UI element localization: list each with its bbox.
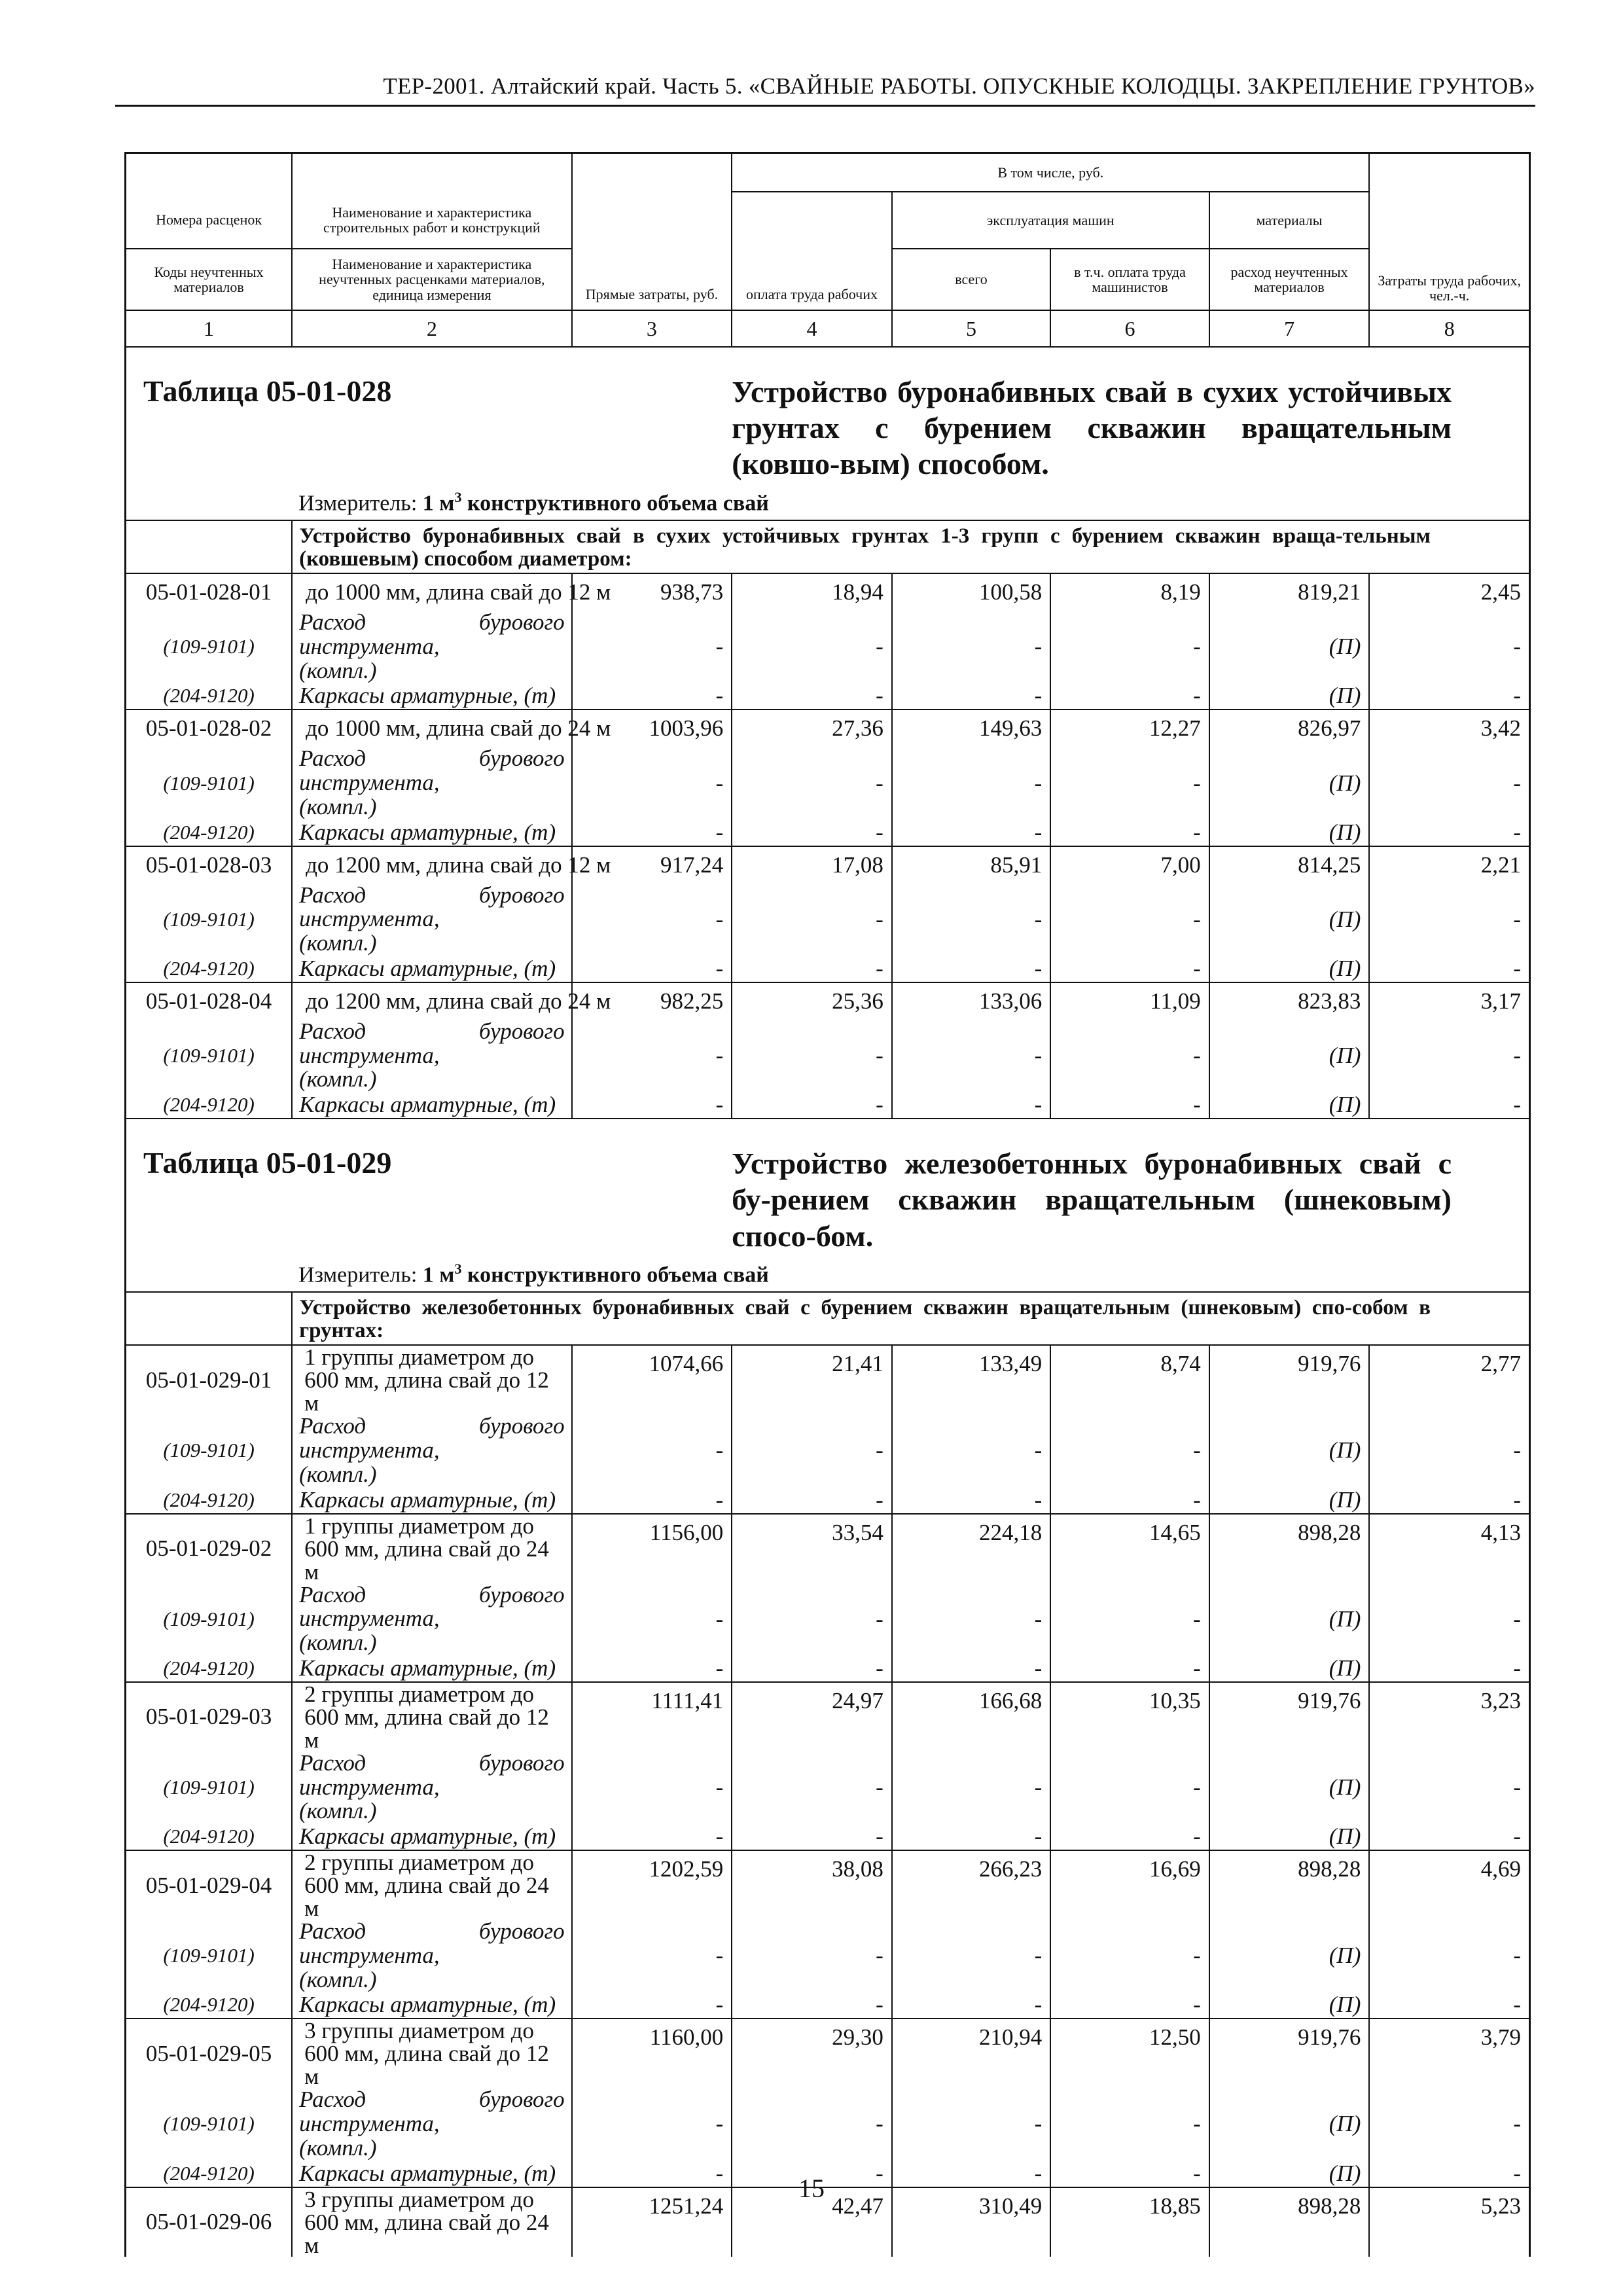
material-code: (109-9101): [163, 1775, 255, 1799]
material-code: (204-9120): [163, 684, 255, 708]
material-row: [126, 1823, 1529, 1850]
table-row: [126, 1514, 1529, 1583]
material-value: -: [892, 956, 1050, 982]
value-v3: 1251,24: [572, 2187, 732, 2257]
material-value: -: [572, 1823, 732, 1850]
material-value: -: [572, 956, 732, 982]
material-row: [126, 1092, 1529, 1119]
col-rate-numbers: Номера расценок: [126, 192, 292, 249]
material-value: -: [1369, 2161, 1529, 2187]
group-heading: Устройство железобетонных буронабивных свай с бурением скважин вращательным (шнековым) спо-собом в грунтах:: [292, 1292, 1529, 1345]
material-value: -: [572, 1092, 732, 1119]
material-value: -: [1369, 1487, 1529, 1514]
col-direct-costs: Прямые затраты, руб.: [572, 154, 732, 310]
value-v5: 100,58: [892, 573, 1050, 611]
material-value: -: [1369, 747, 1529, 819]
material-value: -: [572, 747, 732, 819]
value-v6: 10,35: [1050, 1682, 1209, 1751]
material-value: (П): [1209, 1092, 1370, 1119]
material-value: (П): [1209, 611, 1370, 683]
meter-text: Измеритель: 1 $м^3$ конструктивного объема свай: [292, 1254, 1529, 1292]
material-value: -: [1050, 1487, 1209, 1514]
material-row: [126, 819, 1529, 846]
material-row: [126, 1414, 1529, 1486]
material-value: -: [892, 1823, 1050, 1850]
row-name: 3 группы диаметром до 600 мм, длина свай до 12 м: [292, 2018, 572, 2088]
material-value: (П): [1209, 884, 1370, 956]
material-code: (109-9101): [163, 1044, 255, 1067]
value-v8: 3,42: [1369, 709, 1529, 747]
material-value: -: [892, 747, 1050, 819]
row-name: 2 группы диаметром до 600 мм, длина свай до 12 м: [292, 1682, 572, 1751]
material-code: (109-9101): [163, 635, 255, 658]
table-029-group: [126, 1292, 1529, 1345]
value-v4: 24,97: [732, 1682, 892, 1751]
material-code: (204-9120): [163, 2161, 255, 2185]
material-name: Каркасы арматурные, (т): [292, 819, 572, 846]
material-value: -: [1050, 819, 1209, 846]
value-v3: 982,25: [572, 982, 732, 1020]
material-value: (П): [1209, 1992, 1370, 2018]
rate-code: 05-01-029-04: [126, 1850, 292, 1920]
material-value: -: [892, 683, 1050, 709]
value-v3: 1003,96: [572, 709, 732, 747]
material-value: -: [1369, 884, 1529, 956]
material-code: (109-9101): [163, 907, 255, 931]
col-labor-hours: Затраты труда рабочих, чел.-ч.: [1369, 154, 1529, 310]
rate-code: 05-01-029-06: [126, 2187, 292, 2257]
material-value: (П): [1209, 1823, 1370, 1850]
material-value: -: [732, 1920, 892, 1992]
material-name: Расход бурового инструмента, (компл.): [292, 1583, 572, 1655]
value-v8: 5,23: [1369, 2187, 1529, 2257]
material-row: [126, 1992, 1529, 2018]
material-name: Каркасы арматурные, (т): [292, 1487, 572, 1514]
table-028-label: Таблица 05-01-028: [143, 374, 392, 408]
running-header: [115, 63, 1535, 107]
column-number: 4: [732, 310, 892, 347]
material-value: -: [572, 2088, 732, 2160]
material-value: -: [1369, 819, 1529, 846]
value-v3: 938,73: [572, 573, 732, 611]
material-value: (П): [1209, 1751, 1370, 1823]
material-code: (109-9101): [163, 1944, 255, 1967]
material-row: [126, 683, 1529, 709]
material-value: -: [732, 1992, 892, 2018]
material-value: -: [732, 747, 892, 819]
material-value: -: [1050, 1655, 1209, 1682]
material-row: [126, 956, 1529, 982]
material-value: -: [892, 1751, 1050, 1823]
col-materials: материалы: [1209, 192, 1370, 249]
material-value: -: [1369, 611, 1529, 683]
column-number: 3: [572, 310, 732, 347]
col-machine-wages: в т.ч. оплата труда машинистов: [1050, 249, 1209, 310]
material-value: -: [892, 2161, 1050, 2187]
material-value: -: [1050, 1092, 1209, 1119]
table-029-body: [126, 1345, 1529, 2256]
value-v7: 819,21: [1209, 573, 1370, 611]
material-value: -: [1369, 2088, 1529, 2160]
value-v3: 1074,66: [572, 1345, 732, 1414]
table-row: [126, 709, 1529, 747]
column-number: 1: [126, 310, 292, 347]
material-value: -: [892, 1020, 1050, 1092]
value-v6: 16,69: [1050, 1850, 1209, 1920]
row-name: до 1000 мм, длина свай до 24 м: [292, 709, 572, 747]
material-code: (204-9120): [163, 1656, 255, 1679]
material-value: -: [1369, 1823, 1529, 1850]
material-value: -: [1050, 747, 1209, 819]
material-value: -: [892, 1992, 1050, 2018]
value-v7: 898,28: [1209, 1514, 1370, 1583]
material-value: -: [572, 611, 732, 683]
page-number: 15: [798, 2174, 825, 2203]
material-value: -: [1050, 1823, 1209, 1850]
row-name: до 1200 мм, длина свай до 24 м: [292, 982, 572, 1020]
table-row: [126, 982, 1529, 1020]
material-row: [126, 1655, 1529, 1682]
material-value: -: [1369, 1992, 1529, 2018]
material-value: -: [732, 2088, 892, 2160]
value-v4: 38,08: [732, 1850, 892, 1920]
value-v3: 1160,00: [572, 2018, 732, 2088]
row-name: 2 группы диаметром до 600 мм, длина свай до 24 м: [292, 1850, 572, 1920]
material-name: Расход бурового инструмента, (компл.): [292, 1751, 572, 1823]
column-number: 7: [1209, 310, 1370, 347]
value-v7: 898,28: [1209, 2187, 1370, 2257]
material-value: (П): [1209, 1414, 1370, 1486]
value-v5: 310,49: [892, 2187, 1050, 2257]
value-v5: 85,91: [892, 846, 1050, 884]
material-code: (109-9101): [163, 771, 255, 795]
value-v5: 149,63: [892, 709, 1050, 747]
material-value: -: [1050, 1583, 1209, 1655]
material-value: -: [1050, 956, 1209, 982]
material-value: -: [732, 1583, 892, 1655]
material-value: -: [572, 2161, 732, 2187]
value-v6: 7,00: [1050, 846, 1209, 884]
col-machines: эксплуатация машин: [892, 192, 1209, 249]
header-row-2: [126, 192, 1529, 249]
material-value: -: [572, 1583, 732, 1655]
material-value: -: [892, 1920, 1050, 1992]
col-material-codes: Коды неучтенных материалов: [126, 249, 292, 310]
value-v3: 1111,41: [572, 1682, 732, 1751]
value-v6: 11,09: [1050, 982, 1209, 1020]
value-v3: 1202,59: [572, 1850, 732, 1920]
value-v8: 3,79: [1369, 2018, 1529, 2088]
material-value: -: [572, 1020, 732, 1092]
material-value: -: [732, 2161, 892, 2187]
table-029-label: Таблица 05-01-029: [126, 1119, 732, 1254]
table-row: [126, 1850, 1529, 1920]
table-028-meter: [126, 482, 1529, 520]
material-name: Каркасы арматурные, (т): [292, 1092, 572, 1119]
material-name: Каркасы арматурные, (т): [292, 1992, 572, 2018]
rate-code: 05-01-029-03: [126, 1682, 292, 1751]
material-value: -: [1369, 1583, 1529, 1655]
material-value: (П): [1209, 1020, 1370, 1092]
material-value: -: [892, 2088, 1050, 2160]
material-value: (П): [1209, 1583, 1370, 1655]
material-value: (П): [1209, 819, 1370, 846]
material-value: -: [892, 611, 1050, 683]
price-table: [124, 152, 1531, 2257]
material-value: -: [892, 1655, 1050, 1682]
table-row: [126, 2018, 1529, 2088]
material-row: [126, 1487, 1529, 1514]
material-value: -: [732, 1092, 892, 1119]
material-value: -: [892, 819, 1050, 846]
material-value: -: [1369, 1655, 1529, 1682]
material-value: (П): [1209, 1487, 1370, 1514]
value-v6: 12,27: [1050, 709, 1209, 747]
material-name: Расход бурового инструмента, (компл.): [292, 884, 572, 956]
material-value: -: [1050, 1920, 1209, 1992]
value-v8: 4,69: [1369, 1850, 1529, 1920]
row-name: 1 группы диаметром до 600 мм, длина свай до 24 м: [292, 1514, 572, 1583]
material-value: -: [892, 1583, 1050, 1655]
value-v8: 4,13: [1369, 1514, 1529, 1583]
material-value: -: [572, 1487, 732, 1514]
column-number: 2: [292, 310, 572, 347]
col-machines-total: всего: [892, 249, 1050, 310]
rate-code: 05-01-028-01: [126, 573, 292, 611]
value-v4: 17,08: [732, 846, 892, 884]
material-value: (П): [1209, 1655, 1370, 1682]
material-name: Каркасы арматурные, (т): [292, 1823, 572, 1850]
material-value: -: [572, 819, 732, 846]
value-v4: 42,47: [732, 2187, 892, 2257]
column-number: 6: [1050, 310, 1209, 347]
material-row: [126, 1920, 1529, 1992]
material-value: -: [732, 683, 892, 709]
col-including: В том числе, руб.: [732, 154, 1369, 192]
material-value: (П): [1209, 956, 1370, 982]
row-name: 3 группы диаметром до 600 мм, длина свай до 24 м: [292, 2187, 572, 2257]
value-v6: 8,19: [1050, 573, 1209, 611]
row-name: до 1000 мм, длина свай до 12 м: [292, 573, 572, 611]
value-v8: 3,17: [1369, 982, 1529, 1020]
material-value: -: [572, 884, 732, 956]
value-v8: 2,45: [1369, 573, 1529, 611]
material-value: -: [732, 1751, 892, 1823]
material-value: -: [732, 819, 892, 846]
col-wages: оплата труда рабочих: [732, 192, 892, 310]
material-value: -: [892, 884, 1050, 956]
material-name: Каркасы арматурные, (т): [292, 683, 572, 709]
material-value: -: [572, 1655, 732, 1682]
material-value: -: [1369, 1092, 1529, 1119]
value-v6: 8,74: [1050, 1345, 1209, 1414]
material-value: -: [572, 683, 732, 709]
meter-text: Измеритель: 1 $м^3$ конструктивного объема свай: [292, 482, 1529, 520]
material-row: [126, 884, 1529, 956]
value-v4: 25,36: [732, 982, 892, 1020]
material-value: -: [1369, 683, 1529, 709]
value-v7: 919,76: [1209, 1345, 1370, 1414]
rate-code: 05-01-028-04: [126, 982, 292, 1020]
material-value: -: [1050, 1751, 1209, 1823]
material-row: [126, 2088, 1529, 2160]
value-v5: 133,06: [892, 982, 1050, 1020]
table-029-title: [126, 1119, 1529, 1254]
material-name: Расход бурового инструмента, (компл.): [292, 1020, 572, 1092]
value-v3: 1156,00: [572, 1514, 732, 1583]
material-value: -: [572, 1992, 732, 2018]
material-value: -: [1050, 884, 1209, 956]
value-v8: 2,77: [1369, 1345, 1529, 1414]
table-028-body: [126, 573, 1529, 1119]
material-code: (109-9101): [163, 1607, 255, 1630]
rates-table: [126, 154, 1529, 2257]
material-row: [126, 1583, 1529, 1655]
header-title: ТЕР-2001. Алтайский край. Часть 5. «СВАЙНЫЕ РАБОТЫ. ОПУСКНЫЕ КОЛОДЦЫ. ЗАКРЕПЛЕНИЕ ГРУНТОВ»: [383, 73, 1535, 99]
material-value: (П): [1209, 683, 1370, 709]
material-name: Расход бурового инструмента, (компл.): [292, 611, 572, 683]
material-value: -: [1369, 1020, 1529, 1092]
material-value: (П): [1209, 1920, 1370, 1992]
rate-code: 05-01-029-05: [126, 2018, 292, 2088]
column-number: 5: [892, 310, 1050, 347]
material-name: Расход бурового инструмента, (компл.): [292, 1920, 572, 1992]
column-number: 8: [1369, 310, 1529, 347]
material-code: (109-9101): [163, 2112, 255, 2136]
value-v4: 21,41: [732, 1345, 892, 1414]
material-code: (204-9120): [163, 1093, 255, 1117]
material-value: -: [1050, 2088, 1209, 2160]
material-value: -: [1050, 1992, 1209, 2018]
table-028-title: [126, 347, 1529, 482]
material-value: -: [892, 1414, 1050, 1486]
material-value: -: [1050, 1414, 1209, 1486]
table-row: [126, 1345, 1529, 1414]
rate-code: 05-01-028-03: [126, 846, 292, 884]
header-row-1: [126, 154, 1529, 192]
table-029-name: Устройство железобетонных буронабивных свай с бу-рением скважин вращательным (шнековым) спосо-бом.: [732, 1119, 1529, 1254]
material-value: -: [1050, 683, 1209, 709]
material-value: -: [1369, 956, 1529, 982]
material-name: Расход бурового инструмента, (компл.): [292, 747, 572, 819]
material-row: [126, 611, 1529, 683]
material-code: (204-9120): [163, 820, 255, 844]
material-code: (204-9120): [163, 1488, 255, 1511]
row-name: 1 группы диаметром до 600 мм, длина свай до 12 м: [292, 1345, 572, 1414]
material-value: (П): [1209, 2161, 1370, 2187]
table-028-name: Устройство буронабивных свай в сухих устойчивых грунтах с бурением скважин вращательным (ковшо-вым) способом.: [732, 375, 1452, 481]
material-name: Расход бурового инструмента, (компл.): [292, 2088, 572, 2160]
col-work-name: Наименование и характеристика строительных работ и конструкций: [292, 192, 572, 249]
col-unaccounted-materials: расход неучтенных материалов: [1209, 249, 1370, 310]
value-v7: 826,97: [1209, 709, 1370, 747]
material-name: Каркасы арматурные, (т): [292, 1655, 572, 1682]
table-029-meter: [126, 1254, 1529, 1292]
material-code: (109-9101): [163, 1439, 255, 1462]
material-value: -: [572, 1920, 732, 1992]
value-v7: 814,25: [1209, 846, 1370, 884]
material-value: -: [732, 611, 892, 683]
material-row: [126, 1751, 1529, 1823]
material-value: -: [572, 1751, 732, 1823]
col-material-name: Наименование и характеристика неучтенных расценками материалов, единица измерения: [292, 249, 572, 310]
material-value: -: [572, 1414, 732, 1486]
material-value: -: [732, 884, 892, 956]
material-value: -: [732, 1487, 892, 1514]
value-v5: 166,68: [892, 1682, 1050, 1751]
value-v4: 33,54: [732, 1514, 892, 1583]
table-028-group: [126, 520, 1529, 573]
material-value: -: [1369, 1751, 1529, 1823]
value-v3: 917,24: [572, 846, 732, 884]
material-code: (204-9120): [163, 1825, 255, 1848]
material-row: [126, 747, 1529, 819]
material-value: -: [732, 1655, 892, 1682]
value-v5: 224,18: [892, 1514, 1050, 1583]
value-v7: 919,76: [1209, 2018, 1370, 2088]
value-v5: 133,49: [892, 1345, 1050, 1414]
row-name: до 1200 мм, длина свай до 12 м: [292, 846, 572, 884]
material-value: -: [1050, 611, 1209, 683]
value-v7: 898,28: [1209, 1850, 1370, 1920]
value-v4: 18,94: [732, 573, 892, 611]
material-name: Расход бурового инструмента, (компл.): [292, 1414, 572, 1486]
value-v6: 18,85: [1050, 2187, 1209, 2257]
value-v8: 2,21: [1369, 846, 1529, 884]
material-value: -: [892, 1487, 1050, 1514]
material-code: (204-9120): [163, 1993, 255, 2017]
table-row: [126, 573, 1529, 611]
material-value: -: [732, 1020, 892, 1092]
value-v6: 12,50: [1050, 2018, 1209, 2088]
material-value: -: [732, 956, 892, 982]
value-v4: 29,30: [732, 2018, 892, 2088]
table-row: [126, 846, 1529, 884]
group-heading: Устройство буронабивных свай в сухих устойчивых грунтах 1-3 групп с бурением скважин враща-тельным (ковшевым) способом диаметром:: [292, 520, 1529, 573]
rate-code: 05-01-029-02: [126, 1514, 292, 1583]
material-value: -: [1050, 1020, 1209, 1092]
value-v5: 210,94: [892, 2018, 1050, 2088]
material-value: -: [732, 1414, 892, 1486]
material-value: -: [732, 1823, 892, 1850]
value-v5: 266,23: [892, 1850, 1050, 1920]
rate-code: 05-01-029-01: [126, 1345, 292, 1414]
material-row: [126, 1020, 1529, 1092]
material-value: (П): [1209, 747, 1370, 819]
material-name: Каркасы арматурные, (т): [292, 956, 572, 982]
value-v7: 823,83: [1209, 982, 1370, 1020]
table-row: [126, 1682, 1529, 1751]
value-v7: 919,76: [1209, 1682, 1370, 1751]
material-name: Каркасы арматурные, (т): [292, 2161, 572, 2187]
material-value: (П): [1209, 2088, 1370, 2160]
material-value: -: [1369, 1414, 1529, 1486]
material-value: -: [892, 1092, 1050, 1119]
column-numbers-row: [126, 310, 1529, 347]
value-v4: 27,36: [732, 709, 892, 747]
rate-code: 05-01-028-02: [126, 709, 292, 747]
material-code: (204-9120): [163, 956, 255, 980]
material-value: -: [1050, 2161, 1209, 2187]
value-v6: 14,65: [1050, 1514, 1209, 1583]
material-value: -: [1369, 1920, 1529, 1992]
value-v8: 3,23: [1369, 1682, 1529, 1751]
